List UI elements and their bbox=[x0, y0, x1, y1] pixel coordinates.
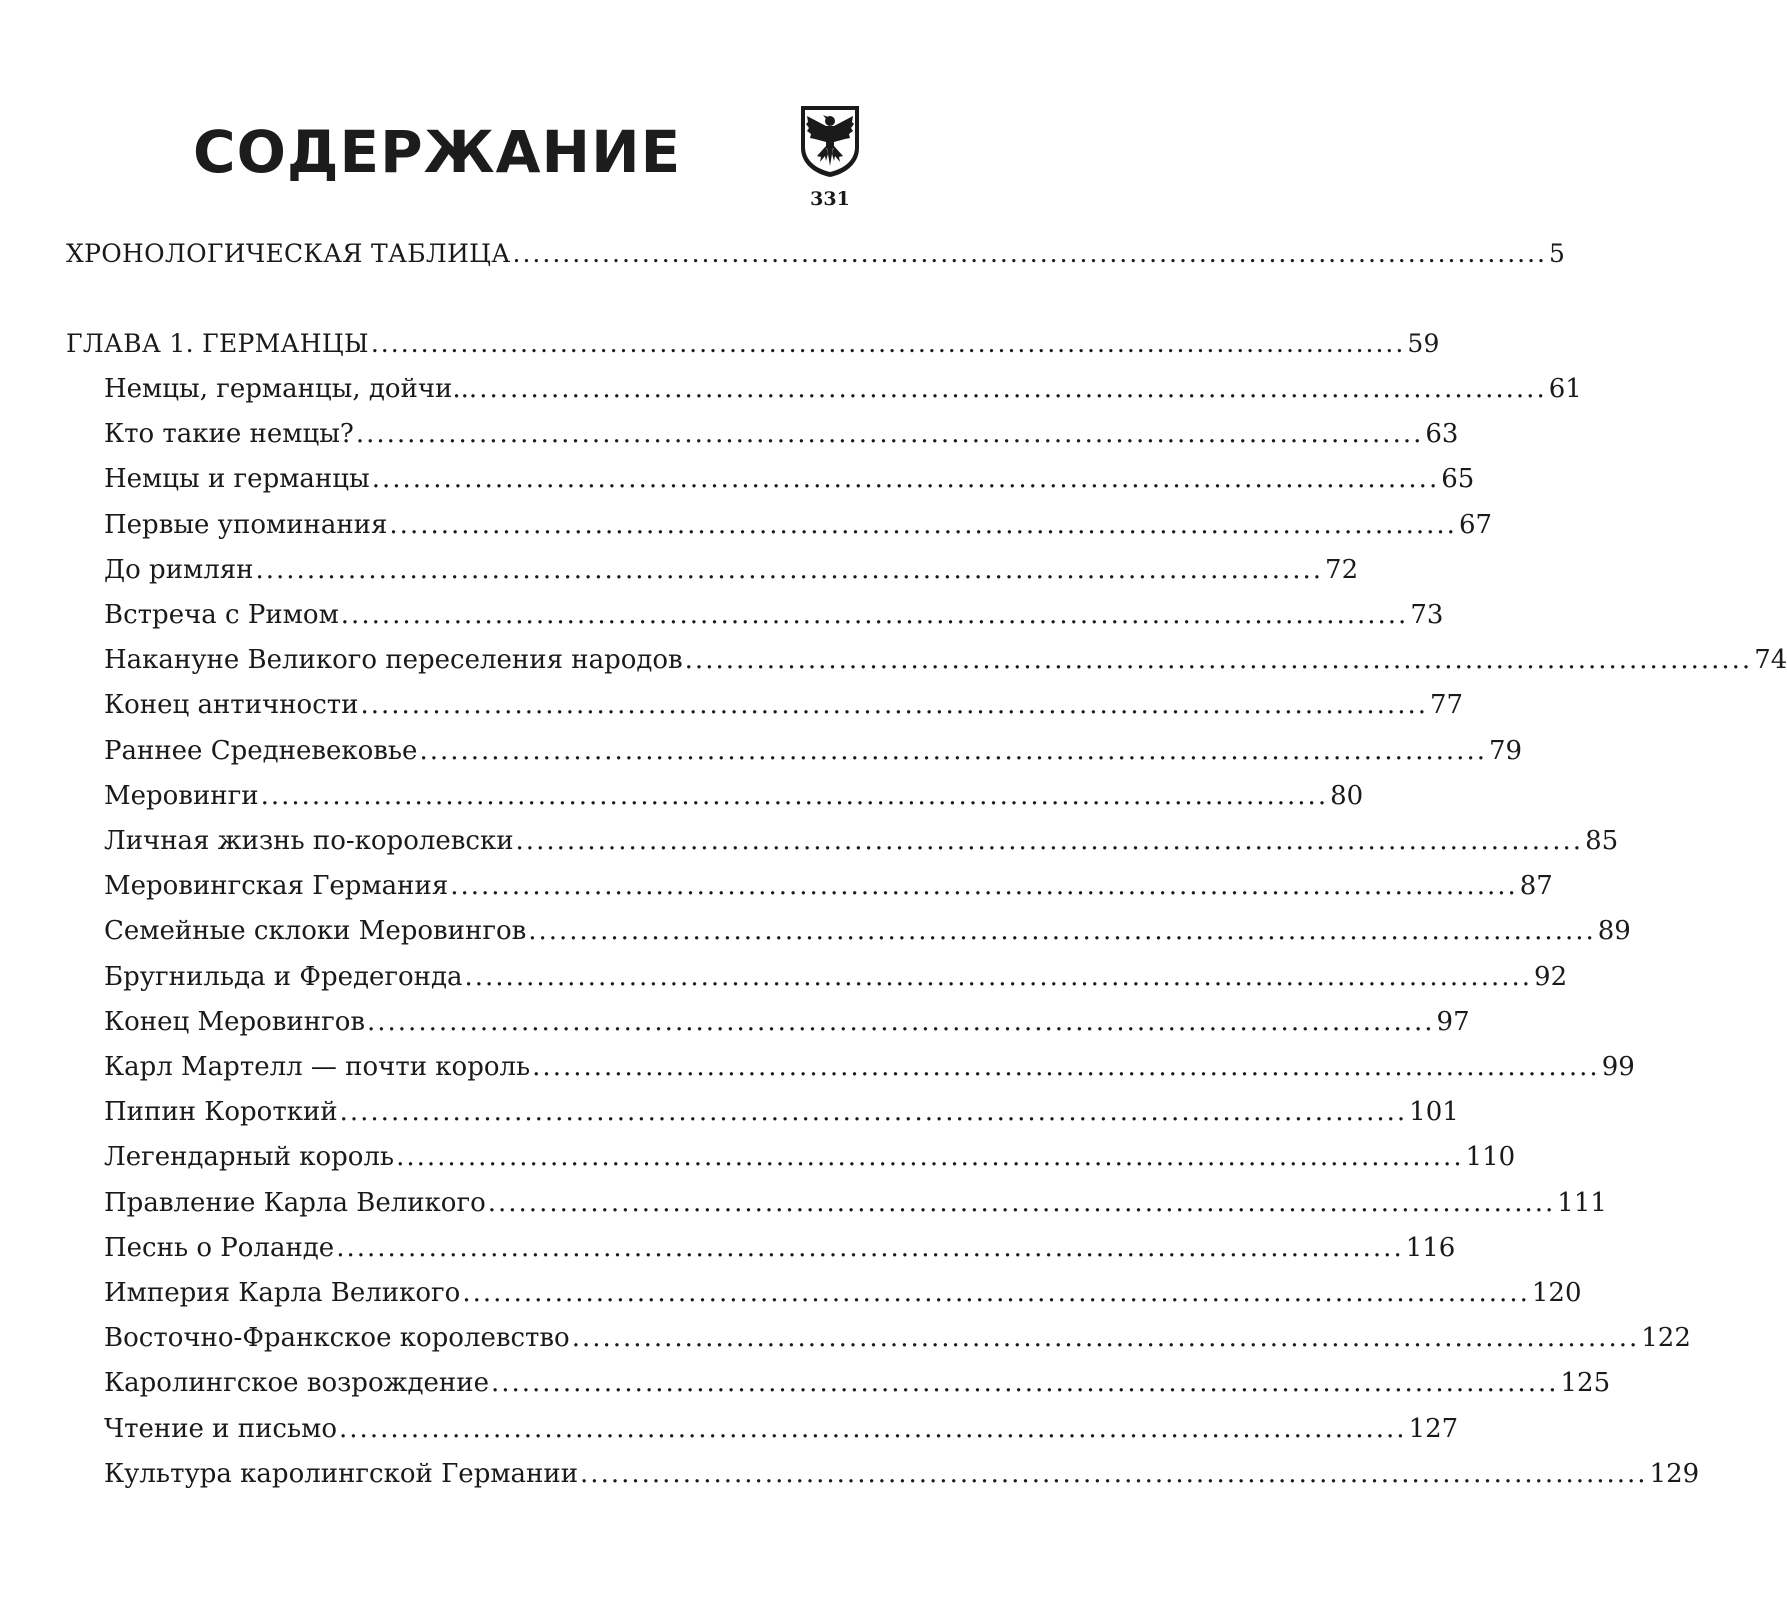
toc-leader-dots: ........................................................................................................ bbox=[255, 554, 1324, 585]
toc-entry-page: 63 bbox=[1425, 419, 1459, 450]
toc-entry-page: 97 bbox=[1436, 1006, 1470, 1037]
toc-entry-title: Каролингское возрождение bbox=[104, 1368, 489, 1399]
toc-section-entry[interactable] bbox=[104, 1409, 1459, 1449]
toc-leader-dots: ........................................................................................................ bbox=[370, 329, 1406, 358]
toc-leader-dots: ........................................................................................................ bbox=[340, 600, 1409, 630]
toc-entry-page: 59 bbox=[1407, 329, 1440, 358]
toc-section-entry[interactable] bbox=[104, 1228, 1456, 1268]
toc-leader-dots: ........................................................................................................ bbox=[490, 1368, 1559, 1399]
toc-entry-title: Личная жизнь по-королевски bbox=[104, 826, 514, 856]
toc-section-entry[interactable] bbox=[104, 1318, 1691, 1358]
page-number: 331 bbox=[810, 188, 850, 210]
toc-entry-page: 67 bbox=[1458, 509, 1493, 540]
toc-leader-dots: ........................................................................................................ bbox=[479, 374, 1547, 404]
toc-leader-dots: ........................................................................................................ bbox=[371, 464, 1440, 495]
toc-entry-page: 101 bbox=[1409, 1097, 1459, 1128]
toc-entry-title: Бругнильда и Фредегонда bbox=[104, 961, 463, 992]
toc-entry-title: Пипин Короткий bbox=[104, 1097, 338, 1128]
page-title: СОДЕРЖАНИЕ bbox=[193, 118, 682, 186]
toc-leader-dots: ........................................................................................................ bbox=[339, 1413, 1407, 1444]
toc-leader-dots: ........................................................................................................ bbox=[396, 1142, 1464, 1173]
toc-entry-title: Конец античности bbox=[104, 690, 359, 721]
toc-leader-dots: ........................................................................................................ bbox=[389, 509, 1457, 540]
toc-section-entry[interactable] bbox=[104, 731, 1523, 771]
toc-leader-dots: ........................................................................................................ bbox=[450, 871, 1518, 902]
toc-entry-page: 127 bbox=[1408, 1413, 1459, 1444]
toc-entry-page: 77 bbox=[1430, 690, 1464, 721]
toc-leader-dots: ........................................................................................................ bbox=[339, 1097, 1408, 1128]
toc-leader-dots: ........................................................................................................ bbox=[367, 1006, 1435, 1037]
toc-entry-title: Раннее Средневековье bbox=[104, 735, 418, 766]
toc-entry-page: 110 bbox=[1465, 1142, 1516, 1173]
toc-entry-page: 85 bbox=[1585, 826, 1619, 856]
toc-entry-title: Накануне Великого переселения народов bbox=[104, 645, 683, 676]
toc-entry-title: Семейные склоки Меровингов bbox=[104, 916, 527, 947]
toc-entry-title: Карл Мартелл — почти король bbox=[104, 1052, 531, 1082]
toc-leader-dots: ........................................................................................................ bbox=[487, 1187, 1556, 1218]
toc-section-entry[interactable] bbox=[104, 1092, 1459, 1132]
toc-section-entry[interactable] bbox=[104, 595, 1444, 635]
toc-entry-page: 80 bbox=[1330, 780, 1364, 811]
toc-entry-title: Кто такие немцы? bbox=[104, 419, 354, 450]
toc-entry-title: Империя Карла Великого bbox=[104, 1278, 461, 1308]
toc-leader-dots: ........................................................................................................ bbox=[512, 239, 1547, 268]
toc-entry-title: Правление Карла Великого bbox=[104, 1187, 486, 1218]
toc-leader-dots: ........................................................................................................ bbox=[260, 780, 1329, 811]
toc-entry-title: До римлян bbox=[104, 554, 254, 585]
toc-leader-dots: ........................................................................................................ bbox=[355, 419, 1424, 450]
toc-section-entry[interactable] bbox=[104, 1002, 1470, 1042]
toc-entry-title: Меровингская Германия bbox=[104, 871, 449, 902]
toc-leader-dots: ........................................................................................................ bbox=[336, 1232, 1404, 1263]
toc-section-entry[interactable] bbox=[104, 957, 1568, 997]
toc-entry-page: 89 bbox=[1597, 916, 1631, 947]
toc-entry-title: Встреча с Римом bbox=[104, 600, 339, 630]
toc-entry-page: 65 bbox=[1441, 464, 1475, 495]
toc-entry-title: Меровинги bbox=[104, 780, 259, 811]
toc-entry-title: Культура каролингской Германии bbox=[104, 1458, 579, 1489]
toc-leader-dots: ........................................................................................................ bbox=[360, 690, 1428, 721]
toc-leader-dots: ........................................................................................................ bbox=[515, 826, 1584, 856]
toc-leader-dots: ........................................................................................................ bbox=[462, 1278, 1530, 1308]
toc-section-entry[interactable] bbox=[104, 369, 1582, 409]
toc-section-entry[interactable] bbox=[104, 459, 1475, 499]
toc-section-entry[interactable] bbox=[104, 1454, 1700, 1494]
toc-entry-title: ХРОНОЛОГИЧЕСКАЯ ТАБЛИЦА bbox=[66, 239, 511, 268]
toc-section-entry[interactable] bbox=[104, 866, 1553, 906]
toc-entry-title: Чтение и письмо bbox=[104, 1413, 338, 1444]
toc-entry-page: 99 bbox=[1601, 1052, 1635, 1082]
toc-section-entry[interactable] bbox=[104, 414, 1459, 454]
toc-entry-title: ГЛАВА 1. ГЕРМАНЦЫ bbox=[66, 329, 369, 358]
toc-entry-title: Немцы, германцы, дойчи... bbox=[104, 374, 478, 404]
toc-section-entry[interactable] bbox=[104, 1047, 1635, 1087]
toc-entry-page: 116 bbox=[1405, 1232, 1456, 1263]
toc-entry-title: Восточно-Франкское королевство bbox=[104, 1323, 570, 1354]
german-eagle-icon bbox=[799, 104, 861, 178]
toc-section-entry[interactable] bbox=[104, 911, 1631, 951]
toc-entry-page: 120 bbox=[1531, 1278, 1582, 1308]
toc-section-entry[interactable] bbox=[104, 685, 1464, 725]
toc-entry-page: 111 bbox=[1557, 1187, 1607, 1218]
toc-section-entry[interactable] bbox=[104, 776, 1364, 816]
toc-leader-dots: ........................................................................................................ bbox=[571, 1323, 1640, 1354]
toc-leader-dots: ........................................................................................................ bbox=[419, 735, 1487, 766]
toc-entry-page: 72 bbox=[1325, 554, 1359, 585]
toc-section-entry[interactable] bbox=[104, 1137, 1516, 1177]
toc-entry-title: Песнь о Роланде bbox=[104, 1232, 335, 1263]
toc-section-entry[interactable] bbox=[104, 1273, 1582, 1313]
toc-section-entry[interactable] bbox=[104, 640, 1787, 680]
toc-entry-page: 122 bbox=[1641, 1323, 1691, 1354]
toc-entry-title: Легендарный король bbox=[104, 1142, 395, 1173]
toc-entry-title: Конец Меровингов bbox=[104, 1006, 365, 1037]
toc-entry-page: 129 bbox=[1649, 1458, 1700, 1489]
toc-entry-page: 61 bbox=[1548, 374, 1582, 404]
toc-entry-chronology[interactable] bbox=[66, 234, 1566, 274]
toc-entry-page: 74 bbox=[1754, 645, 1787, 676]
toc-entry-page: 5 bbox=[1549, 239, 1566, 268]
toc-section-entry[interactable] bbox=[104, 550, 1359, 590]
toc-leader-dots: ........................................................................................................ bbox=[532, 1052, 1600, 1082]
toc-leader-dots: ........................................................................................................ bbox=[580, 1458, 1648, 1489]
toc-entry-chapter-1[interactable] bbox=[66, 324, 1440, 364]
toc-section-entry[interactable] bbox=[104, 505, 1493, 545]
toc-section-entry[interactable] bbox=[104, 1363, 1611, 1403]
toc-entry-page: 79 bbox=[1488, 735, 1523, 766]
toc-entry-title: Первые упоминания bbox=[104, 509, 388, 540]
toc-section-entry[interactable] bbox=[104, 1183, 1607, 1223]
toc-entry-page: 125 bbox=[1560, 1368, 1611, 1399]
toc-entry-page: 92 bbox=[1534, 961, 1568, 992]
toc-entry-page: 87 bbox=[1519, 871, 1553, 902]
toc-leader-dots: ........................................................................................................ bbox=[528, 916, 1596, 947]
toc-leader-dots: ........................................................................................................ bbox=[464, 961, 1533, 992]
toc-entry-title: Немцы и германцы bbox=[104, 464, 370, 495]
toc-entry-page: 73 bbox=[1410, 600, 1444, 630]
toc-section-entry[interactable] bbox=[104, 821, 1619, 861]
toc-leader-dots: ........................................................................................................ bbox=[684, 645, 1753, 676]
